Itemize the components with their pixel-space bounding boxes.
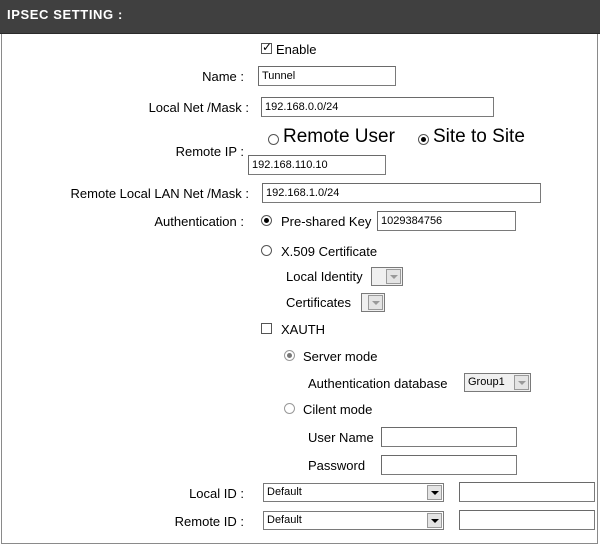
xauth-checkbox[interactable] [261, 323, 272, 334]
remote-ip-input[interactable]: 192.168.110.10 [248, 155, 386, 175]
chevron-down-icon [427, 485, 442, 500]
local-net-input[interactable]: 192.168.0.0/24 [261, 97, 494, 117]
x509-label: X.509 Certificate [281, 244, 378, 259]
username-label: User Name [308, 430, 374, 445]
remote-user-label: Remote User [283, 126, 395, 147]
remote-id-input[interactable] [459, 510, 595, 530]
server-mode-label: Server mode [303, 349, 378, 364]
chevron-down-icon [368, 295, 383, 310]
psk-input[interactable]: 1029384756 [377, 211, 516, 231]
password-input[interactable] [381, 455, 517, 475]
remote-user-radio[interactable] [268, 134, 279, 145]
password-label: Password [308, 458, 366, 473]
remote-lan-label: Remote Local LAN Net /Mask : [70, 186, 249, 201]
auth-db-select[interactable] [464, 373, 531, 392]
local-id-select-value: Default [267, 486, 302, 498]
xauth-label: XAUTH [281, 322, 326, 337]
local-id-input[interactable] [459, 482, 595, 502]
chevron-down-icon [514, 375, 529, 390]
enable-checkbox[interactable] [261, 43, 272, 54]
authentication-label: Authentication : [154, 214, 244, 229]
psk-radio[interactable] [261, 215, 272, 226]
local-identity-label: Local Identity [286, 269, 363, 284]
name-label: Name : [202, 69, 244, 84]
chevron-down-icon [386, 269, 401, 284]
auth-db-label: Authentication database [308, 376, 448, 391]
remote-id-select-value: Default [267, 514, 302, 526]
client-mode-label: Cilent mode [303, 402, 373, 417]
local-identity-select[interactable] [371, 267, 403, 286]
client-mode-radio[interactable] [284, 403, 295, 414]
certificates-select[interactable] [361, 293, 385, 312]
site-to-site-label: Site to Site [433, 126, 525, 147]
section-title: IPSEC SETTING : [7, 7, 123, 22]
site-to-site-radio[interactable] [418, 134, 429, 145]
remote-ip-label: Remote IP : [175, 144, 244, 159]
chevron-down-icon [427, 513, 442, 528]
psk-label: Pre-shared Key [281, 214, 372, 229]
remote-lan-input[interactable]: 192.168.1.0/24 [262, 183, 541, 203]
remote-id-label: Remote ID : [174, 514, 244, 529]
remote-id-select[interactable] [263, 511, 444, 530]
auth-db-value: Group1 [468, 376, 505, 388]
section-header [0, 0, 600, 34]
local-id-label: Local ID : [189, 486, 244, 501]
enable-label: Enable [276, 42, 317, 57]
name-input[interactable]: Tunnel [258, 66, 396, 86]
username-input[interactable] [381, 427, 517, 447]
local-net-label: Local Net /Mask : [148, 100, 249, 115]
server-mode-radio[interactable] [284, 350, 295, 361]
certificates-label: Certificates [286, 295, 352, 310]
x509-radio[interactable] [261, 245, 272, 256]
local-id-select[interactable] [263, 483, 444, 502]
